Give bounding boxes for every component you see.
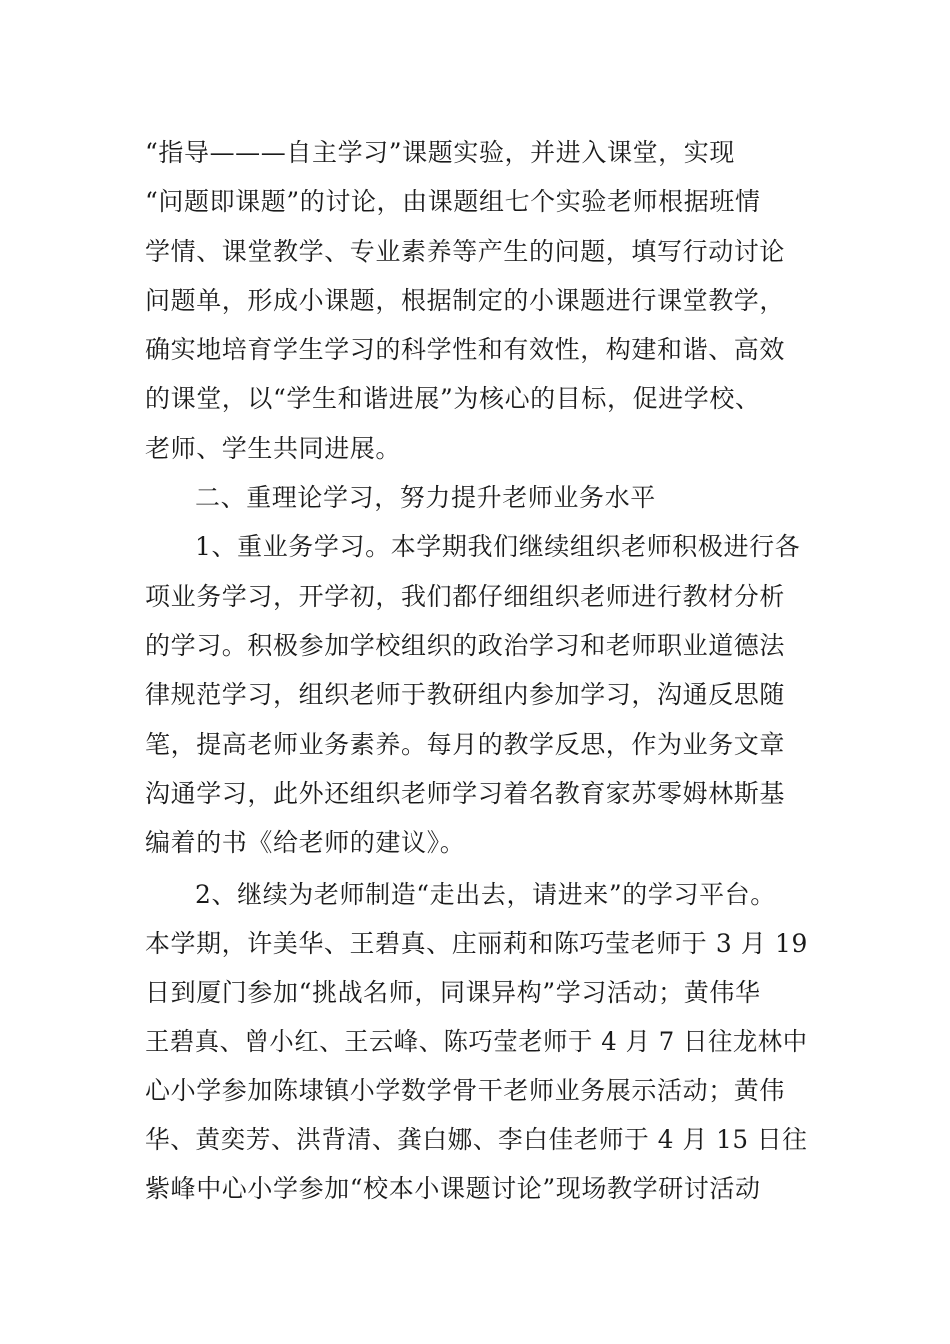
paragraph-line-9: 1、重业务学习。本学期我们继续组织老师积极进行各	[195, 532, 801, 561]
paragraph-line-5: 确实地培育学生学习的科学性和有效性，构建和谐、高效	[145, 335, 786, 364]
paragraph-line-1: “指导———自主学习”课题实验，并进入课堂，实现	[145, 138, 735, 167]
paragraph-line-16: 2、继续为老师制造“走出去，请进来”的学习平台。	[195, 880, 776, 909]
paragraph-line-13: 笔，提高老师业务素养。每月的教学反思，作为业务文章	[145, 730, 786, 759]
paragraph-line-12: 律规范学习，组织老师于教研组内参加学习，沟通反思随	[145, 680, 786, 709]
paragraph-line-15: 编着的书《给老师的建议》。	[145, 828, 466, 857]
paragraph-line-3: 学情、课堂教学、专业素养等产生的问题，填写行动讨论	[145, 237, 786, 266]
paragraph-line-21: 华、黄奕芳、洪背清、龚白娜、李白佳老师于 4 月 15 日往	[145, 1125, 808, 1154]
section-heading: 二、重理论学习，努力提升老师业务水平	[195, 483, 656, 512]
paragraph-line-11: 的学习。积极参加学校组织的政治学习和老师职业道德法	[145, 631, 786, 660]
paragraph-line-22: 紫峰中心小学参加“校本小课题讨论”现场教学研讨活动	[145, 1174, 761, 1203]
paragraph-line-4: 问题单，形成小课题，根据制定的小课题进行课堂教学，	[145, 286, 786, 315]
paragraph-line-19: 王碧真、曾小红、王云峰、陈巧莹老师于 4 月 7 日往龙林中	[145, 1027, 808, 1056]
paragraph-line-10: 项业务学习，开学初，我们都仔细组织老师进行教材分析	[145, 582, 786, 611]
paragraph-line-2: “问题即课题”的讨论，由课题组七个实验老师根据班情	[145, 187, 761, 216]
paragraph-line-20: 心小学参加陈埭镇小学数学骨干老师业务展示活动；黄伟	[145, 1076, 786, 1105]
paragraph-line-6: 的课堂，以“学生和谐进展”为核心的目标，促进学校、	[145, 384, 761, 413]
paragraph-line-14: 沟通学习，此外还组织老师学习着名教育家苏零姆林斯基	[145, 779, 786, 808]
paragraph-line-17: 本学期，许美华、王碧真、庄丽莉和陈巧莹老师于 3 月 19	[145, 929, 808, 958]
paragraph-line-18: 日到厦门参加“挑战名师，同课异构”学习活动；黄伟华	[145, 978, 761, 1007]
paragraph-line-7: 老师、学生共同进展。	[145, 434, 402, 463]
